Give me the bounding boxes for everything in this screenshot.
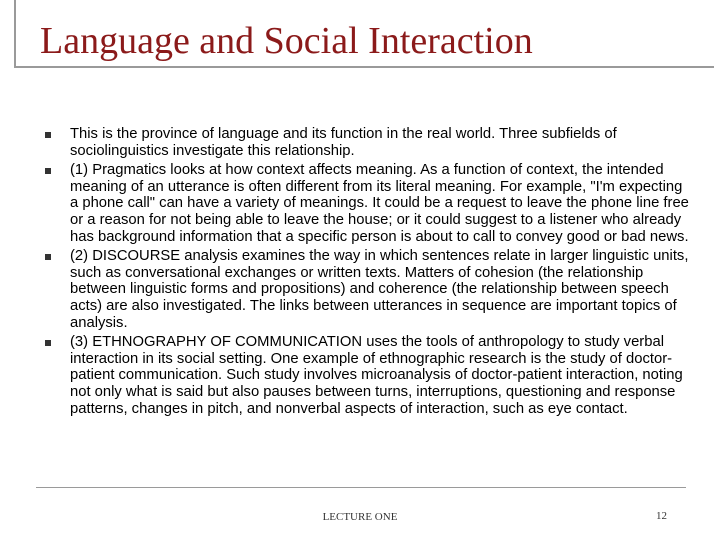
title-divider — [14, 66, 714, 68]
footer-label: LECTURE ONE — [322, 511, 398, 523]
bullet-text: (3) ETHNOGRAPHY OF COMMUNICATION uses the tools of anthropology to study verbal interaction in its social setting. One example of ethnographic research is the study of doctor-patient communication. Such study involves microanalysis of doctor-patient interaction, noting not only what is said but also pauses between turns, interruptions, questioning and response patterns, changes in pitch, and nonverbal aspects of interaction, such as eye contact. — [70, 334, 683, 417]
square-bullet-icon — [45, 254, 51, 260]
square-bullet-icon — [45, 132, 51, 138]
bullet-list — [43, 126, 693, 420]
bullet-text: (2) DISCOURSE analysis examines the way in which sentences relate in larger linguistic units, such as conversational exchanges or written texts. Matters of cohesion (the relationship between linguistic forms and propositions) and coherence (the relationship between speech acts) are also investigated. The links between utterances in sequence are important topics of analysis. — [70, 248, 689, 331]
bullet-item — [43, 248, 693, 331]
slide-title: Language and Social Interaction — [40, 20, 533, 62]
square-bullet-icon — [45, 168, 51, 174]
bullet-text: (1) Pragmatics looks at how context affects meaning. As a function of context, the intended meaning of an utterance is often different from its literal meaning. For example, "I'm expecting a phone call" can have a variety of meanings. It could be a request to leave the phone line free or a reason for not being able to leave the house; or it could suggest to a listener who already has background information that a specific person is about to call to convey good or bad news. — [70, 162, 689, 245]
page-number: 12 — [656, 510, 667, 522]
bullet-item — [43, 162, 693, 245]
bullet-item — [43, 334, 693, 417]
footer-divider — [36, 487, 686, 488]
square-bullet-icon — [45, 340, 51, 346]
title-frame-line — [14, 0, 16, 66]
bullet-text: This is the province of language and its function in the real world. Three subfields of sociolinguistics investigate this relationship. — [70, 126, 617, 159]
bullet-item — [43, 126, 693, 159]
